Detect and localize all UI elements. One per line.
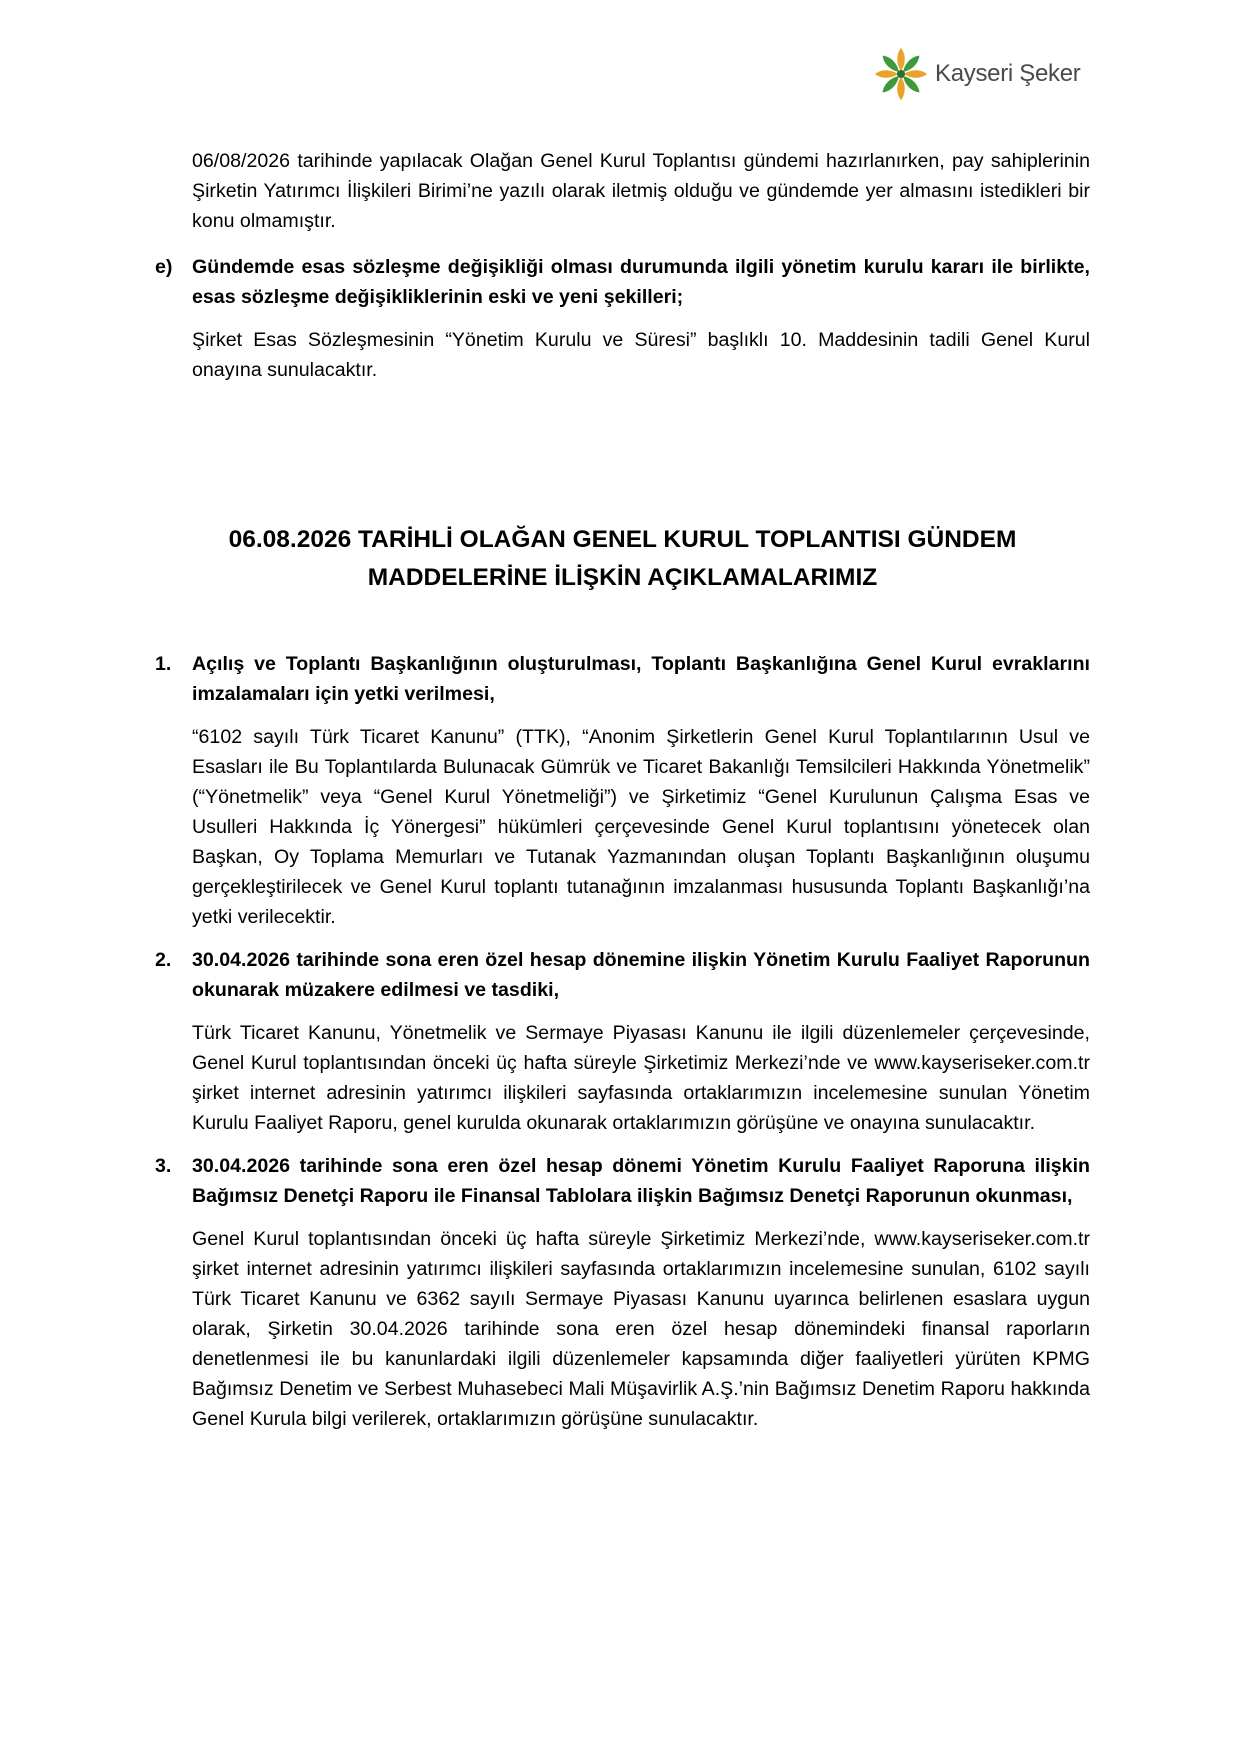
section-e-marker: e) bbox=[155, 256, 173, 278]
logo-text: Kayseri Şeker bbox=[935, 60, 1081, 87]
agenda-item-1-marker: 1. bbox=[155, 653, 172, 675]
intro-paragraph: 06/08/2026 tarihinde yapılacak Olağan Genel Kurul Toplantısı gündemi hazırlanırken, pay sahiplerinin Şirketin Yatırımcı İlişkileri Birimi’ne yazılı olarak iletmiş olduğu ve gündemde yer almasını istedikleri bir konu olmamıştır. bbox=[192, 150, 1090, 232]
agenda-item-1-heading: Açılış ve Toplantı Başkanlığının oluşturulması, Toplantı Başkanlığına Genel Kurul evraklarını imzalamaları için yetki verilmesi, bbox=[192, 653, 1090, 705]
document-body bbox=[155, 146, 1090, 1434]
section-e-body: Şirket Esas Sözleşmesinin “Yönetim Kurulu ve Süresi” başlıklı 10. Maddesinin tadili Genel Kurul onayına sunulacaktır. bbox=[192, 329, 1090, 381]
section-e bbox=[155, 252, 1090, 312]
company-logo bbox=[873, 44, 1103, 104]
agenda-item-3-marker: 3. bbox=[155, 1155, 172, 1177]
agenda-item-2 bbox=[155, 945, 1090, 1005]
agenda-item-3-body: Genel Kurul toplantısından önceki üç hafta süreyle Şirketimiz Merkezi’nde, www.kayseriseker.com.tr şirket internet adresinin yatırımcı ilişkileri sayfasında ortaklarımızın incelemesine sunulan, 6102 sayılı Türk Ticaret Kanunu ve 6362 sayılı Sermaye Piyasası Kanunu uyarınca belirlenen esaslara uygun olarak, Şirketin 30.04.2026 tarihinde sona eren özel hesap dönemindeki finansal raporların denetlenmesi ile bu kanunlardaki ilgili düzenlemeler kapsamında diğer faaliyetleri yürüten KPMG Bağımsız Denetim ve Serbest Muhasebeci Mali Müşavirlik A.Ş.’nin Bağımsız Denetim Raporu hakkında Genel Kurula bilgi verilerek, ortaklarımızın görüşüne sunulacaktır. bbox=[192, 1228, 1090, 1430]
agenda-item-2-heading: 30.04.2026 tarihinde sona eren özel hesap dönemine ilişkin Yönetim Kurulu Faaliyet Raporunun okunarak müzakere edilmesi ve tasdiki, bbox=[192, 949, 1090, 1001]
page-title-line2: MADDELERİNE İLİŞKİN AÇIKLAMALARIMIZ bbox=[367, 564, 878, 591]
section-e-heading: Gündemde esas sözleşme değişikliği olması durumunda ilgili yönetim kurulu kararı ile birlikte, esas sözleşme değişikliklerinin eski ve yeni şekilleri; bbox=[192, 256, 1090, 308]
agenda-item-3-heading: 30.04.2026 tarihinde sona eren özel hesap dönemi Yönetim Kurulu Faaliyet Raporuna ilişkin Bağımsız Denetçi Raporu ile Finansal Tablolara ilişkin Bağımsız Denetçi Raporunun okunması, bbox=[192, 1155, 1090, 1207]
page-title bbox=[155, 521, 1090, 597]
agenda-item-2-marker: 2. bbox=[155, 949, 172, 971]
agenda-item-1 bbox=[155, 649, 1090, 709]
agenda-item-1-body: “6102 sayılı Türk Ticaret Kanunu” (TTK), “Anonim Şirketlerin Genel Kurul Toplantılarının Usul ve Esasları ile Bu Toplantılarda Bulunacak Gümrük ve Ticaret Bakanlığı Temsilcileri Hakkında Yönetmelik” (“Yönetmelik” veya “Genel Kurul Yönetmeliği”) ve Şirketimiz “Genel Kurulunun Çalışma Esas ve Usulleri Hakkında İç Yönergesi” hükümleri çerçevesinde Genel Kurul toplantısını yönetecek olan Başkan, Oy Toplama Memurları ve Tutanak Yazmanından oluşan Toplantı Başkanlığının oluşumu gerçekleştirilecek ve Genel Kurul toplantı tutanağının imzalanması hususunda Toplantı Başkanlığı’na yetki verilecektir. bbox=[192, 726, 1090, 928]
page-title-line1: 06.08.2026 TARİHLİ OLAĞAN GENEL KURUL TOPLANTISI GÜNDEM bbox=[228, 526, 1017, 553]
flower-logo-icon bbox=[873, 46, 929, 102]
agenda-item-3 bbox=[155, 1151, 1090, 1211]
agenda-item-2-body: Türk Ticaret Kanunu, Yönetmelik ve Sermaye Piyasası Kanunu ile ilgili düzenlemeler çerçevesinde, Genel Kurul toplantısından önceki üç hafta süreyle Şirketimiz Merkezi’nde ve www.kayseriseker.com.tr şirket internet adresinin yatırımcı ilişkileri sayfasında ortaklarımızın incelemesine sunulan Yönetim Kurulu Faaliyet Raporu, genel kurulda okunarak ortaklarımızın görüşüne ve onayına sunulacaktır. bbox=[192, 1022, 1090, 1134]
